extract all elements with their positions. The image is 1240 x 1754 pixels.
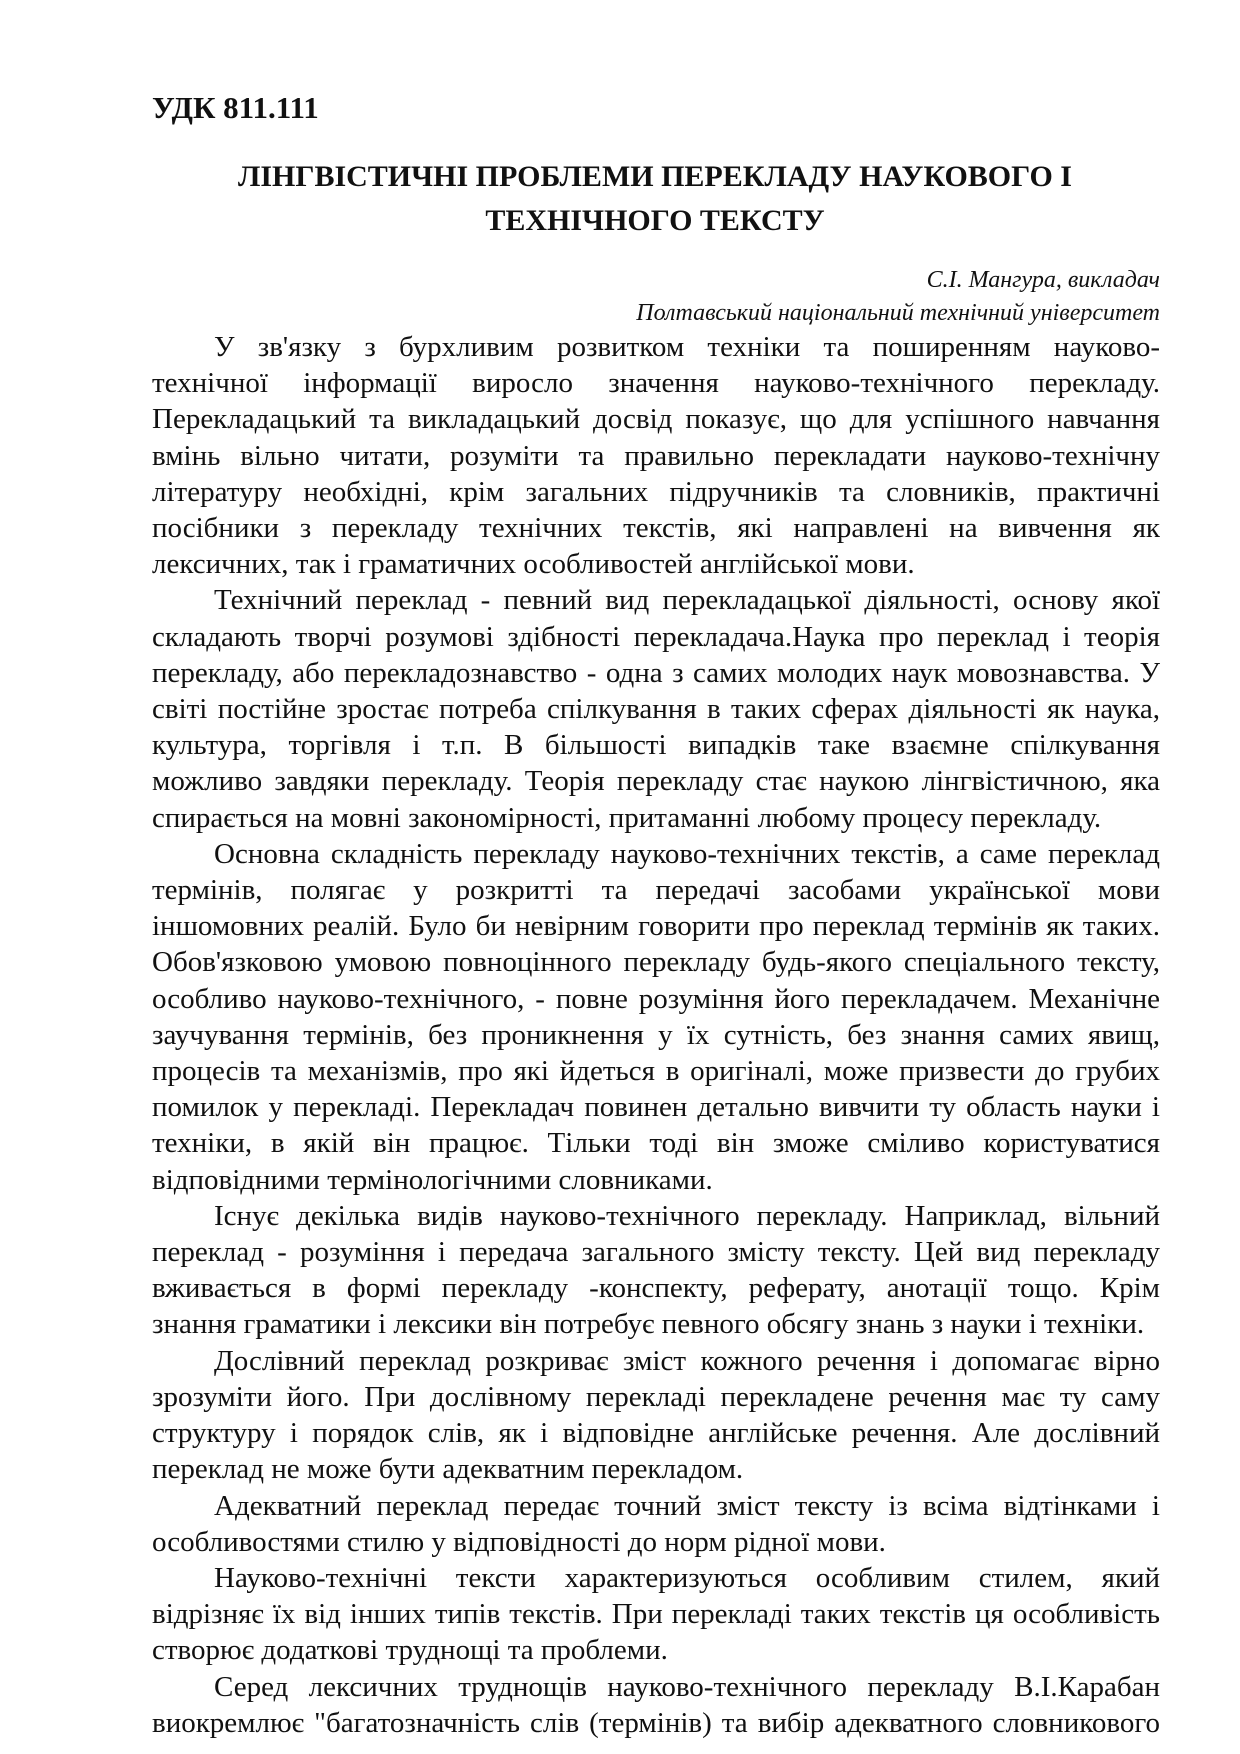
- paragraph: [152, 329, 1160, 582]
- text-line: складають творчі розумові здібності перекладача.Наука про переклад і теорія: [152, 620, 1160, 653]
- author-affiliation: Полтавський національний технічний університет: [636, 300, 1160, 326]
- text-line: переклад - розуміння і передача загального змісту тексту. Цей вид перекладу: [152, 1236, 1160, 1269]
- text-line: Науково-технічні тексти характеризуються особливим стилем, який: [214, 1561, 1160, 1594]
- paragraph: [152, 836, 1160, 1198]
- text-line: У зв'язку з бурхливим розвитком техніки та поширенням науково-: [214, 331, 1160, 363]
- text-line: світі постійне зростає потреба спілкування в таких сферах діяльності як наука,: [152, 693, 1160, 726]
- text-line: переклад не може бути адекватним перекладом.: [152, 1453, 744, 1486]
- text-line: особливостями стилю у відповідності до норм рідної мови.: [152, 1525, 886, 1558]
- text-line: лексичних, так і граматичних особливостей англійської мови.: [152, 548, 915, 581]
- title-line: ТЕХНІЧНОГО ТЕКСТУ: [485, 204, 825, 237]
- text-line: особливо науково-технічного, - повне розуміння його перекладачем. Механічне: [152, 982, 1160, 1015]
- text-line: Технічний переклад - певний вид перекладацької діяльності, основу якої: [214, 584, 1160, 617]
- title-line: ЛІНГВІСТИЧНІ ПРОБЛЕМИ ПЕРЕКЛАДУ НАУКОВОГО І: [238, 160, 1072, 193]
- article-body: [152, 329, 1160, 1741]
- text-line: літературу необхідні, крім загальних підручників та словників, практичні: [152, 475, 1160, 508]
- text-line: термінів, полягає у розкритті та передачі засобами української мови: [152, 874, 1160, 907]
- text-line: Існує декілька видів науково-технічного перекладу. Наприклад, вільний: [214, 1199, 1160, 1232]
- text-line: заучування термінів, без проникнення у їх сутність, без знання самих явищ,: [152, 1018, 1160, 1051]
- paragraph: [152, 1669, 1160, 1741]
- text-line: вмінь вільно читати, розуміти та правильно перекладати науково-технічну: [152, 439, 1160, 472]
- text-line: структуру і порядок слів, як і відповідне англійське речення. Але дослівний: [152, 1417, 1160, 1450]
- text-line: техніки, в якій він працює. Тільки тоді він зможе сміливо користуватися: [152, 1127, 1160, 1160]
- text-line: іншомовних реалій. Було би невірним говорити про переклад термінів як таких.: [152, 910, 1160, 943]
- text-line: відповідними термінологічними словниками.: [152, 1163, 713, 1196]
- text-line: Обов'язковою умовою повноцінного перекладу будь-якого спеціального тексту,: [152, 946, 1160, 979]
- text-line: відрізняє їх від інших типів текстів. При перекладі таких текстів ця особливість: [152, 1598, 1160, 1631]
- text-line: перекладу, або перекладознавство - одна з самих молодих наук мовознавства. У: [152, 656, 1160, 689]
- text-line: технічної інформації виросло значення науково-технічного перекладу.: [152, 367, 1160, 400]
- paragraph: [152, 1560, 1160, 1669]
- text-line: культура, торгівля і т.п. В більшості випадків таке взаємне спілкування: [152, 729, 1160, 762]
- text-line: Основна складність перекладу науково-технічних текстів, а саме переклад: [214, 837, 1160, 870]
- paragraph: [152, 1343, 1160, 1488]
- text-line: вживається в формі перекладу -конспекту, реферату, анотації тощо. Крім: [152, 1272, 1160, 1305]
- text-line: посібники з перекладу технічних текстів, які направлені на вивчення як: [152, 512, 1160, 545]
- author-block: [636, 264, 1160, 330]
- text-line: спирається на мовні закономірності, притаманні любому процесу перекладу.: [152, 801, 1102, 834]
- author-name: С.І. Мангура, викладач: [926, 267, 1160, 293]
- paragraph: [152, 1488, 1160, 1560]
- text-line: Адекватний переклад передає точний зміст тексту із всіма відтінками і: [214, 1489, 1160, 1522]
- text-line: знання граматики і лексики він потребує певного обсягу знань з науки і техніки.: [152, 1308, 1145, 1341]
- text-line: Дослівний переклад розкриває зміст кожного речення і допомагає вірно: [214, 1344, 1160, 1377]
- text-line: процесів та механізмів, про які йдеться в оригіналі, може призвести до грубих: [152, 1055, 1160, 1088]
- udc-code: УДК 811.111: [152, 90, 319, 125]
- text-line: зрозуміти його. При дослівному перекладі перекладене речення має ту саму: [152, 1380, 1160, 1413]
- article-title: [140, 155, 1170, 243]
- text-line: помилок у перекладі. Перекладач повинен детально вивчити ту область науки і: [152, 1091, 1160, 1124]
- paragraph: [152, 582, 1160, 835]
- paragraph: [152, 1198, 1160, 1343]
- text-line: можливо завдяки перекладу. Теорія перекладу стає наукою лінгвістичною, яка: [152, 765, 1160, 798]
- text-line: виокремлює "багатозначність слів (термінів) та вибір адекватного словникового: [152, 1706, 1160, 1739]
- text-line: Перекладацький та викладацький досвід показує, що для успішного навчання: [152, 403, 1160, 436]
- text-line: Серед лексичних труднощів науково-технічного перекладу В.І.Карабан: [214, 1670, 1160, 1703]
- text-line: створює додаткові труднощі та проблеми.: [152, 1634, 668, 1667]
